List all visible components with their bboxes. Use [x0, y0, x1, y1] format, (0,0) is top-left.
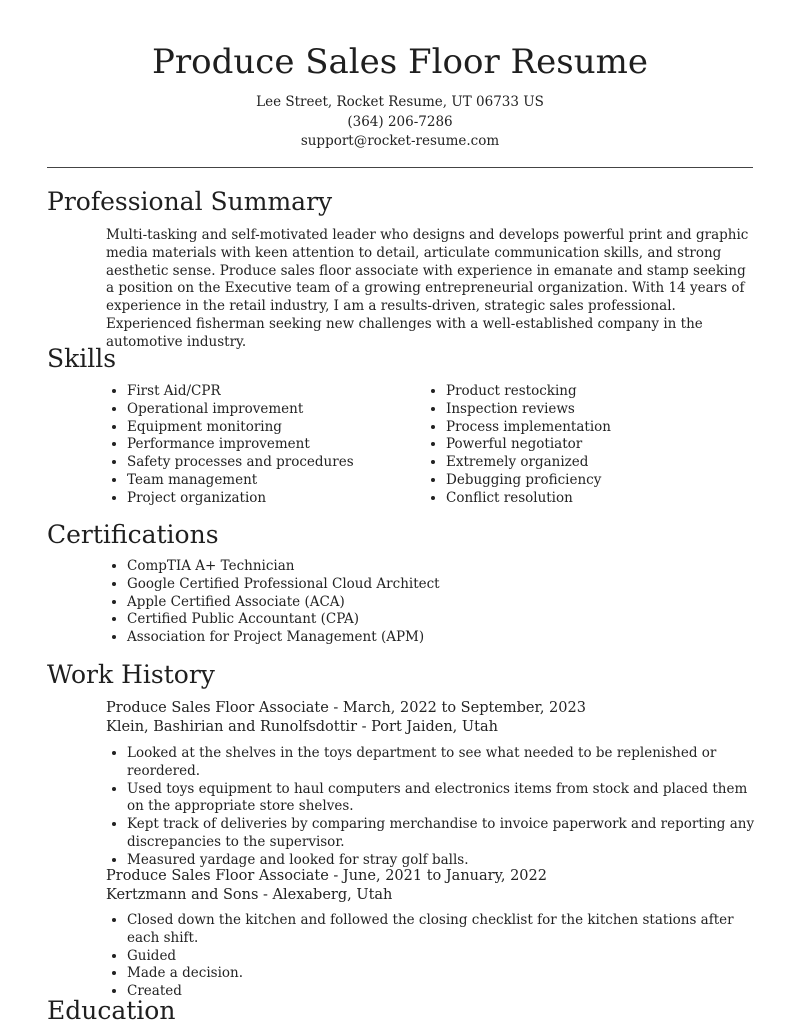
skill-item: • Conflict resolution: [446, 490, 735, 508]
job-bullet: • Closed down the kitchen and followed the closing checklist for the kitchen stations after each shift.: [127, 912, 756, 948]
skill-item: • Powerful negotiator: [446, 436, 735, 454]
certification-item: • Certified Public Accountant (CPA): [127, 611, 756, 629]
skill-item: • Inspection reviews: [446, 401, 735, 419]
certification-item: • Apple Certified Associate (ACA): [127, 594, 756, 612]
skill-item: • Safety processes and procedures: [127, 454, 416, 472]
certifications-heading: Certifications: [47, 520, 219, 549]
skill-item: • Extremely organized: [446, 454, 735, 472]
certification-item: • Google Certified Professional Cloud Architect: [127, 576, 756, 594]
job-bullet: • Guided: [127, 948, 756, 966]
skills-left-column: [106, 383, 416, 508]
job-entry: [106, 867, 756, 905]
skill-item: • Operational improvement: [127, 401, 416, 419]
job-bullet: • Looked at the shelves in the toys department to see what needed to be replenished or reordered.: [127, 745, 756, 781]
certifications-list: [106, 558, 756, 647]
summary-heading: Professional Summary: [47, 187, 333, 216]
skill-item: • First Aid/CPR: [127, 383, 416, 401]
job-bullets: [106, 745, 756, 870]
job-bullet: • Made a decision.: [127, 965, 756, 983]
header-divider: [47, 167, 753, 168]
work-history-heading: Work History: [47, 660, 215, 689]
address-line: Lee Street, Rocket Resume, UT 06733 US: [256, 94, 544, 110]
job-bullets: [106, 912, 756, 1001]
email-line: support@rocket-resume.com: [300, 133, 500, 149]
skills-heading: Skills: [47, 344, 117, 373]
contact-block: [0, 93, 800, 152]
education-heading: Education: [47, 996, 176, 1025]
job-company-line: Kertzmann and Sons - Alexaberg, Utah: [106, 887, 393, 903]
skill-item: • Team management: [127, 472, 416, 490]
resume-title: Produce Sales Floor Resume: [152, 42, 648, 82]
job-bullet: • Kept track of deliveries by comparing merchandise to invoice paperwork and reporting any discrepancies to the supervisor.: [127, 816, 756, 852]
skill-item: • Performance improvement: [127, 436, 416, 454]
job-company-line: Klein, Bashirian and Runolfsdottir - Port Jaiden, Utah: [106, 719, 498, 735]
summary-text: Multi-tasking and self-motivated leader who designs and develops powerful print and graphic media materials with keen attention to detail, articulate communication skills, and strong aesthetic sense. Produce sales floor associate with experience in emanate and stamp seeking a position on the Executive team of a growing entrepreneurial organization. With 14 years of experience in the retail industry, I am a results-driven, strategic sales professional. Experienced fisherman seeking new challenges with a well-established company in the automotive industry.: [106, 227, 749, 350]
certification-item: • CompTIA A+ Technician: [127, 558, 756, 576]
skill-item: • Product restocking: [446, 383, 735, 401]
skill-item: • Process implementation: [446, 419, 735, 437]
certification-item: • Association for Project Management (APM): [127, 629, 756, 647]
job-title-line: Produce Sales Floor Associate - March, 2022 to September, 2023: [106, 700, 586, 716]
skills-right-column: [425, 383, 735, 508]
phone-line: (364) 206-7286: [347, 113, 453, 130]
job-bullet: • Used toys equipment to haul computers and electronics items from stock and placed them on the appropriate store shelves.: [127, 781, 756, 817]
skill-item: • Project organization: [127, 490, 416, 508]
skill-item: • Equipment monitoring: [127, 419, 416, 437]
job-title-line: Produce Sales Floor Associate - June, 2021 to January, 2022: [106, 868, 547, 884]
job-bullet: • Measured yardage and looked for stray golf balls.: [127, 852, 756, 870]
skill-item: • Debugging proficiency: [446, 472, 735, 490]
job-bullet: • Created: [127, 983, 756, 1001]
job-entry: [106, 699, 756, 737]
